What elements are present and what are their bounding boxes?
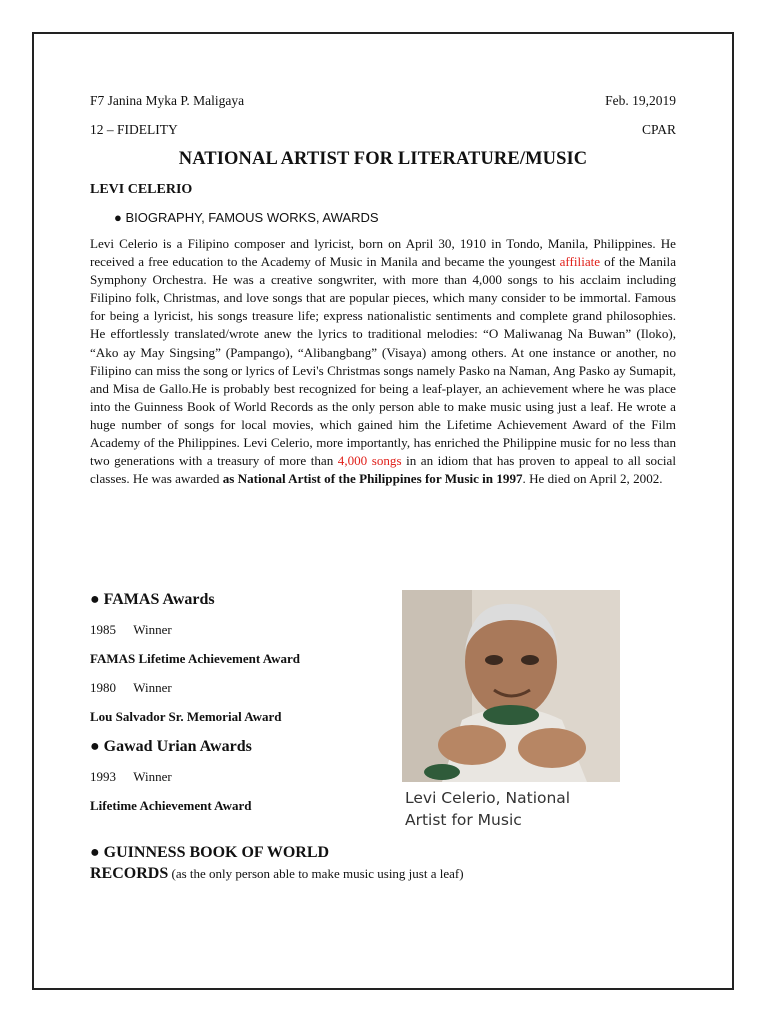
artist-name: LEVI CELERIO — [90, 182, 193, 197]
famas-heading: ● FAMAS Awards — [90, 591, 215, 608]
award-result: Winner — [133, 769, 172, 784]
subject: CPAR — [641, 122, 676, 137]
award-name: FAMAS Lifetime Achievement Award — [90, 651, 300, 666]
bio-text-2: of the Manila Symphony Orchestra. He was a creative songwriter, with more than 4,000 songs to his acclaim including Filipino folk, Christmas, and love songs that are popular pieces, which many consider to be immortal. Famous for being a lyricist, his songs treasure life; express nationalistic sentiments and complete grand philosophies. He effortlessly translated/wrote anew the lyrics to traditional melodies: “O Maliwanag Na Buwan” (Iloko), “Ako ay May Singsing” (Pampango), “Alibangbang” (Visaya) among others. At one instance or another, no Filipino can miss the song or lyrics of Levi's Christmas songs namely Pasko na Naman, Ang Pasko ay Sumapit, and Misa de Gallo.He is probably best recognized for being a leaf-player, an achievement where he was place into the Guinness Book of World Records as the only person able to make music using just a leaf. He wrote a huge number of songs for local movies, which gained him the Lifetime Achievement Award of the Film Academy of the Philippines. Levi Celerio, more importantly, has enriched the Philippine music for no less than two generations with a treasury of more than — [90, 254, 677, 469]
document-date: Feb. 19,2019 — [605, 93, 676, 108]
award-name: Lifetime Achievement Award — [90, 798, 252, 813]
photo-caption — [405, 787, 645, 831]
bio-text-4: . He died on April 2, 2002. — [522, 471, 663, 487]
bio-text-1: Levi Celerio is a Filipino composer and lyricist, born on April 30, 1910 in Tondo, Manila, Philippines. He received a free education to the Academy of Music in Manila and became the youngest — [90, 236, 676, 270]
bio-highlight-songs: 4,000 songs — [337, 453, 402, 469]
student-name: F7 Janina Myka P. Maligaya — [90, 93, 245, 108]
guinness-description — [90, 863, 690, 885]
bio-heading: ● BIOGRAPHY, FAMOUS WORKS, AWARDS — [114, 210, 379, 225]
caption-line-2: Artist for Music — [405, 811, 522, 829]
header-row-1 — [90, 92, 676, 110]
award-year-row — [90, 679, 390, 697]
biography-paragraph — [90, 235, 676, 488]
guinness-note: (as the only person able to make music using just a leaf) — [168, 866, 464, 881]
award-name: Lou Salvador Sr. Memorial Award — [90, 709, 282, 724]
document-body — [90, 92, 676, 488]
class-section: 12 – FIDELITY — [90, 122, 178, 137]
award-year: 1993 — [90, 769, 116, 784]
guinness-heading: ● GUINNESS BOOK OF WORLD — [90, 844, 330, 861]
artist-photo — [402, 590, 620, 782]
award-year-row — [90, 768, 390, 786]
bio-bold-award: as National Artist of the Philippines for Music in 1997 — [222, 471, 523, 487]
awards-list — [90, 590, 390, 815]
award-result: Winner — [133, 680, 172, 695]
portrait-illustration — [402, 590, 620, 782]
award-year: 1980 — [90, 680, 116, 695]
header-row-2 — [90, 121, 676, 139]
caption-line-1: Levi Celerio, National — [405, 789, 571, 807]
guinness-section — [90, 843, 690, 885]
award-result: Winner — [133, 622, 172, 637]
guinness-records-word: RECORDS — [90, 865, 169, 882]
bio-highlight-affiliate: affiliate — [559, 254, 601, 270]
urian-heading: ● Gawad Urian Awards — [90, 738, 252, 755]
page-title: NATIONAL ARTIST FOR LITERATURE/MUSIC — [178, 149, 588, 169]
award-year-row — [90, 621, 390, 639]
bio-text-3: in an idiom that has proven to appeal to all social classes. He was awarded — [90, 453, 676, 487]
award-year: 1985 — [90, 622, 116, 637]
